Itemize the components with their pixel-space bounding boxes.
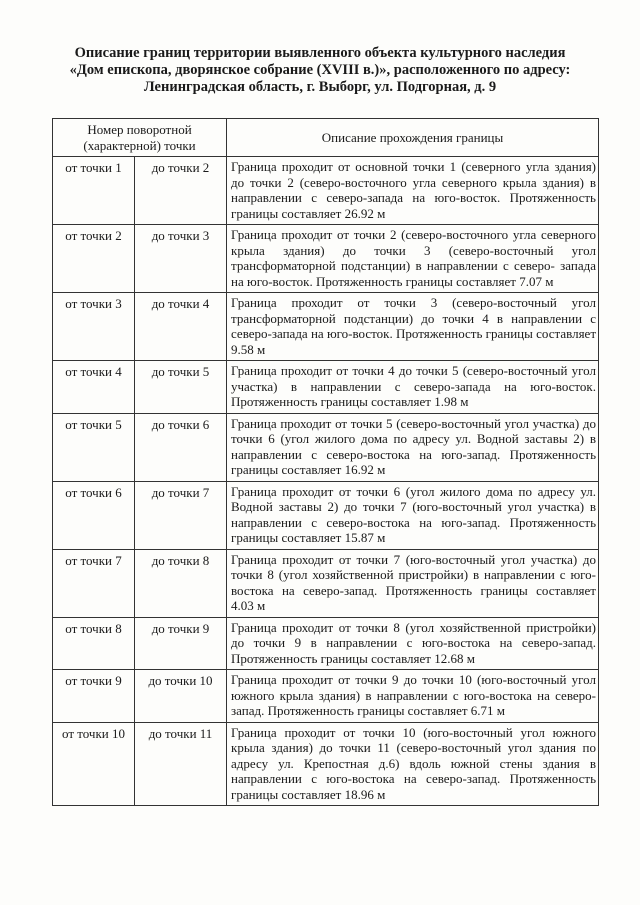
boundary-description-cell: Граница проходит от основной точки 1 (северного угла здания) до точки 2 (северо-восточного угла северного крыла здания) в направлении с северо-запада на юго-восток. Протяженность границы составляет 26.92 м bbox=[227, 157, 599, 225]
boundary-description-cell: Граница проходит от точки 6 (угол жилого дома по адресу ул. Водной заставы 2) до точки 7 (юго-восточный угол участка) в направлении с северо-востока на юго-запад. Протяженность границы составляет 15.87 м bbox=[227, 481, 599, 549]
from-point-cell: от точки 7 bbox=[53, 549, 135, 617]
table-row bbox=[53, 225, 599, 293]
to-point-cell: до точки 5 bbox=[135, 361, 227, 414]
to-point-cell: до точки 3 bbox=[135, 225, 227, 293]
boundary-description-cell: Граница проходит от точки 10 (юго-восточный угол южного крыла здания) до точки 11 (северо-восточный угол здания по адресу ул. Крепостная д.6) вдоль южной стены здания в направлении с юго-востока на северо-запад. Протяженность границы составляет 18.96 м bbox=[227, 722, 599, 806]
to-point-cell: до точки 2 bbox=[135, 157, 227, 225]
to-point-cell: до точки 10 bbox=[135, 670, 227, 723]
to-point-cell: до точки 9 bbox=[135, 617, 227, 670]
from-point-cell: от точки 4 bbox=[53, 361, 135, 414]
from-point-cell: от точки 2 bbox=[53, 225, 135, 293]
from-point-cell: от точки 6 bbox=[53, 481, 135, 549]
table-row bbox=[53, 157, 599, 225]
boundary-description-cell: Граница проходит от точки 9 до точки 10 (юго-восточный угол южного крыла здания) в направлении с юго-востока на северо-запад. Протяженность границы составляет 6.71 м bbox=[227, 670, 599, 723]
table-row bbox=[53, 481, 599, 549]
to-point-cell: до точки 8 bbox=[135, 549, 227, 617]
header-points: Номер поворотной (характерной) точки bbox=[53, 119, 227, 157]
from-point-cell: от точки 1 bbox=[53, 157, 135, 225]
from-point-cell: от точки 8 bbox=[53, 617, 135, 670]
table-row bbox=[53, 617, 599, 670]
boundary-description-cell: Граница проходит от точки 3 (северо-восточный угол трансформаторной подстанции) до точки 4 в направлении с северо-запада на юго-восток. Протяженность границы составляет 9.58 м bbox=[227, 293, 599, 361]
from-point-cell: от точки 3 bbox=[53, 293, 135, 361]
to-point-cell: до точки 11 bbox=[135, 722, 227, 806]
title-line-3: Ленинградская область, г. Выборг, ул. Подгорная, д. 9 bbox=[143, 79, 497, 95]
to-point-cell: до точки 4 bbox=[135, 293, 227, 361]
to-point-cell: до точки 7 bbox=[135, 481, 227, 549]
from-point-cell: от точки 9 bbox=[53, 670, 135, 723]
boundary-description-cell: Граница проходит от точки 2 (северо-восточного угла северного крыла здания) до точки 3 (северо-восточный угол трансформаторной подстанции) в направлении с северо- запада на юго-восток. Протяженность границы составляет 7.07 м bbox=[227, 225, 599, 293]
from-point-cell: от точки 5 bbox=[53, 413, 135, 481]
to-point-cell: до точки 6 bbox=[135, 413, 227, 481]
table-row bbox=[53, 722, 599, 806]
table-row bbox=[53, 670, 599, 723]
boundary-description-cell: Граница проходит от точки 5 (северо-восточный угол участка) до точки 6 (угол жилого дома по адресу ул. Водной заставы 2) в направлении с северо-востока на юго-запад. Протяженность границы составляет 16.92 м bbox=[227, 413, 599, 481]
title-line-1: Описание границ территории выявленного объекта культурного наследия bbox=[74, 45, 566, 61]
title-line-2: «Дом епископа, дворянское собрание (XVIII в.)», расположенного по адресу: bbox=[69, 62, 571, 78]
boundary-table bbox=[52, 118, 599, 806]
boundary-description-cell: Граница проходит от точки 7 (юго-восточный угол участка) до точки 8 (угол хозяйственной пристройки) в направлении с юго-востока на северо-запад. Протяженность границы составляет 4.03 м bbox=[227, 549, 599, 617]
table-row bbox=[53, 293, 599, 361]
from-point-cell: от точки 10 bbox=[53, 722, 135, 806]
table-row bbox=[53, 413, 599, 481]
boundary-description-cell: Граница проходит от точки 8 (угол хозяйственной пристройки) до точки 9 в направлении с юго-востока на северо-запад. Протяженность границы составляет 12.68 м bbox=[227, 617, 599, 670]
boundary-description-cell: Граница проходит от точки 4 до точки 5 (северо-восточный угол участка) в направлении с северо-запада на юго-восток. Протяженность границы составляет 1.98 м bbox=[227, 361, 599, 414]
table-row bbox=[53, 361, 599, 414]
document-title bbox=[40, 45, 600, 96]
header-description: Описание прохождения границы bbox=[227, 119, 599, 157]
table-header-row bbox=[53, 119, 599, 157]
table-row bbox=[53, 549, 599, 617]
table-body bbox=[53, 157, 599, 806]
